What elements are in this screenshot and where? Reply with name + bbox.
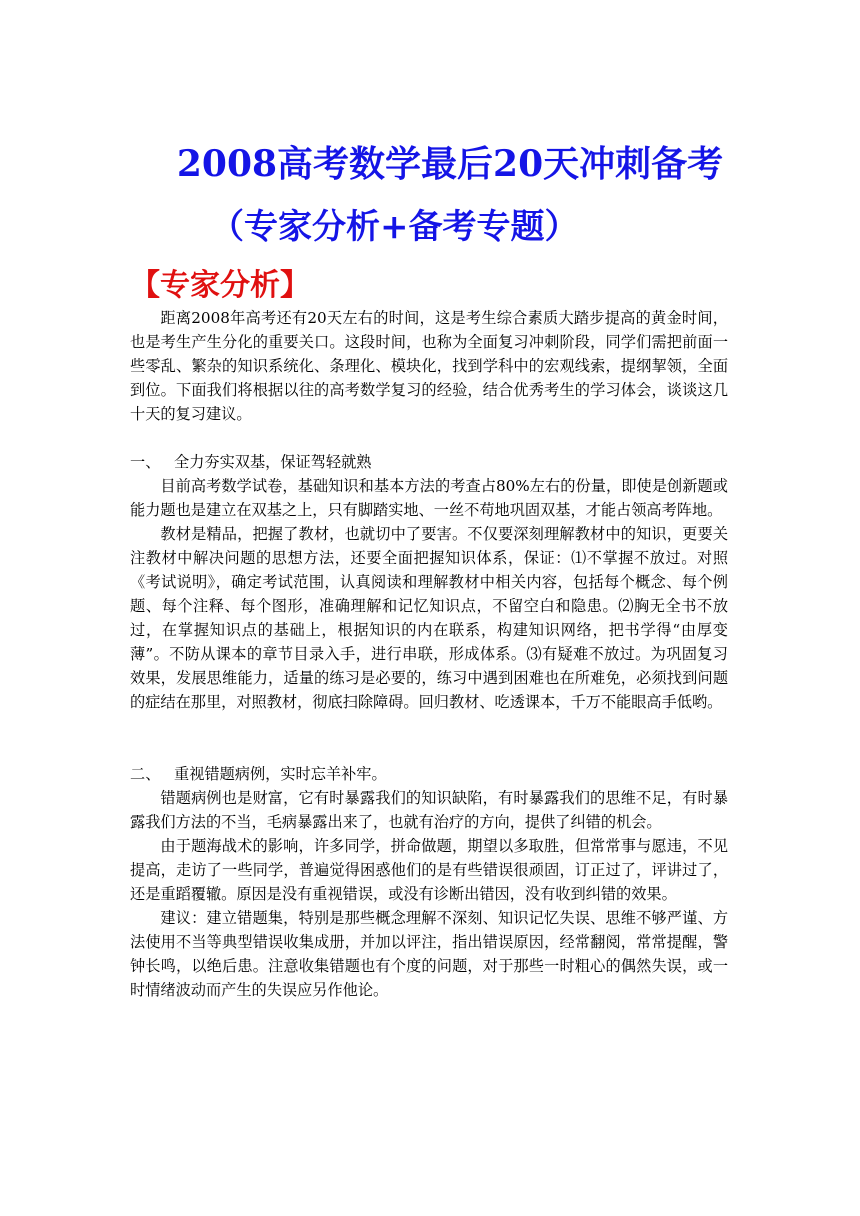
section-2-paragraph-3: 建议：建立错题集，特别是那些概念理解不深刻、知识记忆失误、思维不够严谨、方法使用不当等典型错误收集成册，并加以评注，指出错误原因，经常翻阅，常常提醒，警钟长鸣，以绝后患。注意收集错题也有个度的问题，对于那些一时粗心的偶然失误，或一时情绪波动而产生的失误应另作他论。 xyxy=(130,909,728,999)
section-1-title: 全力夯实双基，保证驾轻就熟 xyxy=(174,453,372,471)
section-2-title: 重视错题病例，实时忘羊补牢。 xyxy=(174,765,387,783)
section-2-heading xyxy=(130,762,728,786)
section-2-paragraph-1: 错题病例也是财富，它有时暴露我们的知识缺陷，有时暴露我们的思维不足，有时暴露我们方法的不当，毛病暴露出来了，也就有治疗的方向，提供了纠错的机会。 xyxy=(130,789,728,831)
intro-paragraph: 距离2008年高考还有20天左右的时间，这是考生综合素质大踏步提高的黄金时间，也是考生产生分化的重要关口。这段时间，也称为全面复习冲刺阶段，同学们需把前面一些零乱、繁杂的知识系统化、条理化、模块化，找到学科中的宏观线索，提纲挈领，全面到位。下面我们将根据以往的高考数学复习的经验，结合优秀考生的学习体会，谈谈这几十天的复习建议。 xyxy=(130,309,728,423)
document-body xyxy=(130,306,728,1002)
section-1-paragraph-2: 教材是精品，把握了教材，也就切中了要害。不仅要深刻理解教材中的知识，更要关注教材中解决问题的思想方法，还要全面把握知识体系，保证：⑴不掌握不放过。对照《考试说明》，确定考试范围，认真阅读和理解教材中相关内容，包括每个概念、每个例题、每个注释、每个图形，准确理解和记忆知识点，不留空白和隐患。⑵胸无全书不放过，在掌握知识点的基础上，根据知识的内在联系，构建知识网络，把书学得“由厚变薄”。不防从课本的章节目录入手，进行串联，形成体系。⑶有疑难不放过。为巩固复习效果，发展思维能力，适量的练习是必要的，练习中遇到困难也在所难免，必须找到问题的症结在那里，对照教材，彻底扫除障碍。回归教材、吃透课本，千万不能眼高手低哟。 xyxy=(130,525,728,711)
section-2-number: 二、 xyxy=(130,765,161,783)
section-heading: 【专家分析】 xyxy=(130,268,310,303)
section-2-paragraph-2: 由于题海战术的影响，许多同学，拼命做题，期望以多取胜，但常常事与愿违，不见提高，走访了一些同学，普遍觉得困惑他们的是有些错误很顽固，订正过了，评讲过了，还是重蹈覆辙。原因是没有重视错误，或没有诊断出错因，没有收到纠错的效果。 xyxy=(130,837,728,903)
document-subtitle: （专家分析+备考专题） xyxy=(210,207,579,247)
document-title: 2008高考数学最后20天冲刺备考 xyxy=(176,143,724,185)
section-1-paragraph-1: 目前高考数学试卷，基础知识和基本方法的考查占80%左右的份量，即使是创新题或能力题也是建立在双基之上，只有脚踏实地、一丝不苟地巩固双基，才能占领高考阵地。 xyxy=(130,477,728,519)
section-1-number: 一、 xyxy=(130,453,161,471)
section-1-heading xyxy=(130,450,728,474)
